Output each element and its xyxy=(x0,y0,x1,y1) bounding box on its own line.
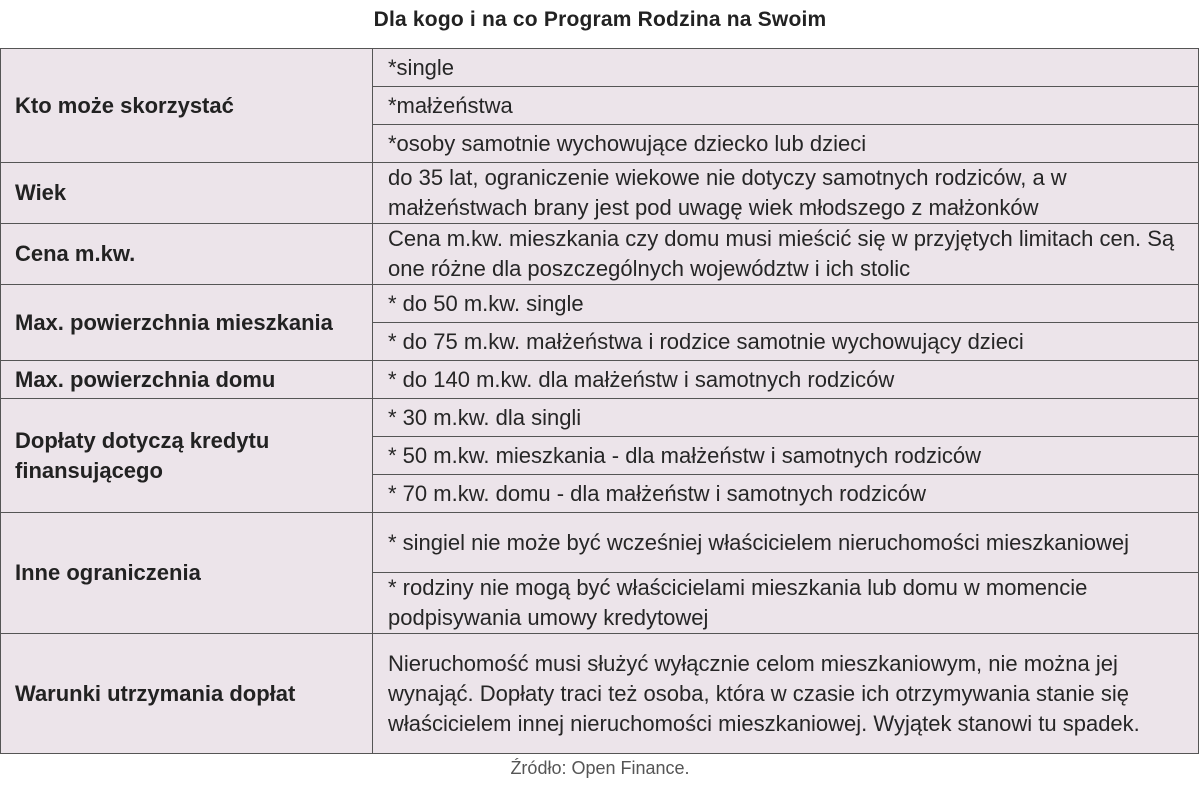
cell-value: do 35 lat, ograniczenie wiekowe nie dotyczy samotnych rodziców, a w małżeństwach brany jest pod uwagę wiek młodszego z małżonków xyxy=(373,163,1199,224)
row-label-conditions: Warunki utrzymania dopłat xyxy=(1,634,373,754)
table-row xyxy=(1,163,1199,224)
row-label-age: Wiek xyxy=(1,163,373,224)
table-row xyxy=(1,513,1199,573)
cell-value: * rodziny nie mogą być właścicielami mieszkania lub domu w momencie podpisywania umowy kredytowej xyxy=(373,573,1199,634)
cell-value: *małżeństwa xyxy=(373,87,1199,125)
page-title: Dla kogo i na co Program Rodzina na Swoim xyxy=(373,8,827,31)
program-info-table xyxy=(0,48,1199,754)
cell-value: * singiel nie może być wcześniej właścicielem nieruchomości mieszkaniowej xyxy=(373,513,1199,573)
table-row xyxy=(1,361,1199,399)
row-label-max-house-area: Max. powierzchnia domu xyxy=(1,361,373,399)
source-note: Źródło: Open Finance. xyxy=(510,758,690,778)
cell-value: * 30 m.kw. dla singli xyxy=(373,399,1199,437)
cell-value: Cena m.kw. mieszkania czy domu musi mieścić się w przyjętych limitach cen. Są one różne dla poszczególnych województw i ich stolic xyxy=(373,224,1199,285)
table-row xyxy=(1,399,1199,437)
cell-value: *osoby samotnie wychowujące dziecko lub dzieci xyxy=(373,125,1199,163)
row-label-max-apartment-area: Max. powierzchnia mieszkania xyxy=(1,285,373,361)
table-row xyxy=(1,49,1199,87)
row-label-price: Cena m.kw. xyxy=(1,224,373,285)
cell-value: * 70 m.kw. domu - dla małżeństw i samotnych rodziców xyxy=(373,475,1199,513)
table-row xyxy=(1,224,1199,285)
table-row xyxy=(1,285,1199,323)
table-row xyxy=(1,634,1199,754)
cell-value: * 50 m.kw. mieszkania - dla małżeństw i samotnych rodziców xyxy=(373,437,1199,475)
row-label-subsidies: Dopłaty dotyczą kredytu finansującego xyxy=(1,399,373,513)
cell-value: * do 140 m.kw. dla małżeństw i samotnych rodziców xyxy=(373,361,1199,399)
cell-value: * do 75 m.kw. małżeństwa i rodzice samotnie wychowujący dzieci xyxy=(373,323,1199,361)
cell-value: * do 50 m.kw. single xyxy=(373,285,1199,323)
row-label-eligibility: Kto może skorzystać xyxy=(1,49,373,163)
cell-value: Nieruchomość musi służyć wyłącznie celom mieszkaniowym, nie można jej wynająć. Dopłaty traci też osoba, która w czasie ich otrzymywania stanie się właścicielem innej nieruchomości mieszkaniowej. Wyjątek stanowi tu spadek. xyxy=(373,634,1199,754)
cell-value: *single xyxy=(373,49,1199,87)
row-label-other-restrictions: Inne ograniczenia xyxy=(1,513,373,634)
